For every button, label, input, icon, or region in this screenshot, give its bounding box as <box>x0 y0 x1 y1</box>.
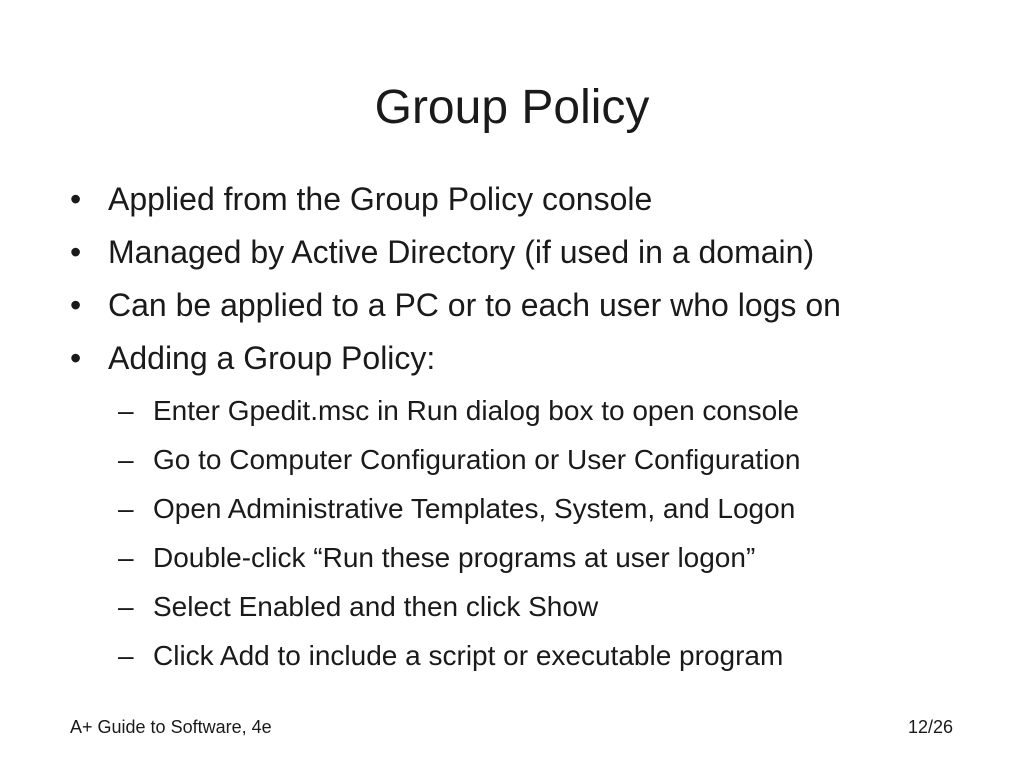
bullet-text: Can be applied to a PC or to each user who logs on <box>108 287 841 323</box>
footer-page-number: 12/26 <box>907 717 953 737</box>
sub-bullet-item <box>0 582 1024 631</box>
bullet-text: Applied from the Group Policy console <box>108 181 653 217</box>
footer-course-title: A+ Guide to Software, 4e <box>70 717 272 737</box>
bullet-text: Managed by Active Directory (if used in a domain) <box>108 234 815 270</box>
sub-bullet-marker: – <box>118 395 134 426</box>
sub-bullet-marker: – <box>118 493 134 524</box>
bullet-list <box>0 173 1024 385</box>
bullet-marker: • <box>70 287 82 323</box>
sub-bullet-item <box>0 533 1024 582</box>
sub-bullet-text: Click Add to include a script or executable program <box>153 640 784 671</box>
slide-title: Group Policy <box>374 81 650 134</box>
bullet-marker: • <box>70 181 82 217</box>
sub-bullet-item <box>0 386 1024 435</box>
sub-bullet-list <box>0 386 1024 680</box>
bullet-item <box>0 173 1024 226</box>
bullet-text: Adding a Group Policy: <box>108 340 436 376</box>
sub-bullet-text: Enter Gpedit.msc in Run dialog box to open console <box>153 395 799 426</box>
sub-bullet-text: Select Enabled and then click Show <box>153 591 599 622</box>
bullet-item <box>0 279 1024 332</box>
sub-bullet-marker: – <box>118 542 134 573</box>
bullet-marker: • <box>70 340 82 376</box>
sub-bullet-text: Go to Computer Configuration or User Configuration <box>153 444 801 475</box>
sub-bullet-marker: – <box>118 444 134 475</box>
bullet-item <box>0 226 1024 279</box>
sub-bullet-text: Open Administrative Templates, System, and Logon <box>153 493 796 524</box>
sub-bullet-marker: – <box>118 640 134 671</box>
sub-bullet-item <box>0 435 1024 484</box>
sub-bullet-item <box>0 631 1024 680</box>
sub-bullet-text: Double-click “Run these programs at user logon” <box>153 542 756 573</box>
sub-bullet-item <box>0 484 1024 533</box>
bullet-marker: • <box>70 234 82 270</box>
bullet-item <box>0 332 1024 385</box>
sub-bullet-marker: – <box>118 591 134 622</box>
